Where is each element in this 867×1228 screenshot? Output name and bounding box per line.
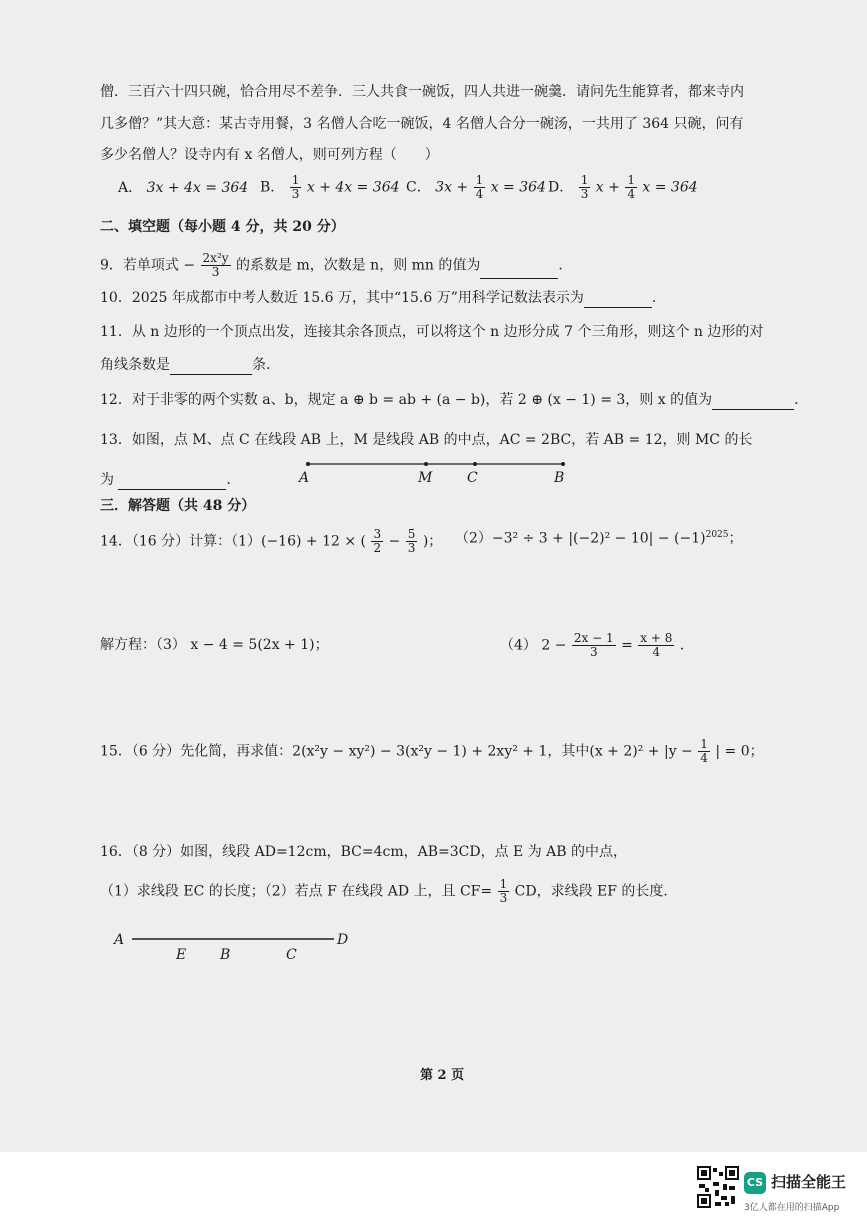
point-a-dot	[306, 462, 310, 466]
page-number: 第 2 页	[420, 1068, 465, 1083]
q14-part3: 解方程：（3） x − 4 = 5(2x + 1)；	[100, 637, 329, 653]
label-b: B	[554, 470, 565, 486]
q14-part2: $(2)-3^2 \div 3 + |(-2)^2 - 10| - (-1)^{2025}$；	[455, 530, 743, 547]
q10: 10．2025 年成都市中考人数近 15.6 万，其中“15.6 万”用科学记数法表示为 ．	[100, 290, 666, 306]
q8-option-a: A． 3x + 4x = 364	[118, 180, 249, 196]
point-m-dot	[424, 462, 428, 466]
q8-option-d: D． $\frac{1}{3}$ x + $\frac{1}{4}$ x = 364	[548, 173, 698, 201]
q8-option-c: C． 3x + $\frac{1}{4}$ x = 364	[406, 173, 546, 201]
q16-segment-figure	[110, 928, 355, 962]
q9: 9．若单项式 − $\frac{\text{2x²y}}{3}$ 的系数是 m，次数是 n，则 mn 的值为 ．	[100, 251, 573, 279]
q14-part4: （4） 2 − $\frac{2x - 1}{3}$ = $\frac{x + 8}{4}$ ．	[500, 631, 694, 659]
label-b: B	[220, 947, 231, 962]
point-c-dot	[473, 462, 477, 466]
scanner-app-name: 扫描全能王	[771, 1173, 847, 1191]
q14-part1: 14．（16 分）计算：（1）(−16) + 12 × ( $\frac{3}{2}$ − $\frac{5}{3}$ )；	[100, 527, 443, 555]
label-d: D	[337, 932, 349, 948]
label-m: M	[418, 470, 433, 486]
section3-title: 三．解答题（共 48 分）	[100, 498, 256, 514]
scanner-tagline: 3亿人都在用的扫描App	[744, 1203, 840, 1213]
q13-segment-figure	[295, 455, 575, 487]
q16-line2: （1）求线段 EC 的长度；（2）若点 F 在线段 AD 上，且 CF= $\frac{1}{3}$ CD，求线段 EF 的长度．	[100, 877, 678, 905]
label-e: E	[176, 947, 187, 962]
point-b-dot	[561, 462, 565, 466]
camscanner-logo-icon: CS	[744, 1172, 766, 1194]
q8-line1: 僧．三百六十四只碗，恰合用尽不差争．三人共食一碗饭，四人共进一碗羹．请问先生能算者，都来寺内	[100, 84, 744, 100]
q8-option-b: B． $\frac{1}{3}$ x + 4x = 364	[260, 173, 400, 201]
q12: 12．对于非零的两个实数 a、b，规定 a ⊕ b = ab + (a − b)，若 2 ⊕ (x − 1) = 3，则 x 的值为 ．	[100, 392, 809, 408]
q11-line2: 角线条数是 条．	[100, 357, 280, 373]
section2-title: 二、填空题（每小题 4 分，共 20 分）	[100, 219, 345, 235]
label-a: A	[114, 932, 125, 948]
q13-line1: 13．如图，点 M、点 C 在线段 AB 上，M 是线段 AB 的中点，AC = 2BC，若 AB = 12，则 MC 的长	[100, 432, 753, 448]
q15: 15．（6 分）先化简，再求值：2(x²y − xy²) − 3(x²y − 1) + 2xy² + 1，其中(x + 2)² + |y − $\frac{1}{4}$ | = 0；	[100, 737, 764, 765]
q8-line2: 几多僧？”其大意：某古寺用餐，3 名僧人合吃一碗饭，4 名僧人合分一碗汤，一共用了 364 只碗，问有	[100, 116, 744, 132]
label-a: A	[299, 470, 310, 486]
label-c: C	[467, 470, 478, 486]
label-c: C	[286, 947, 297, 962]
q16-line1: 16．（8 分）如图，线段 AD=12cm，BC=4cm，AB=3CD，点 E 为 AB 的中点，	[100, 844, 628, 860]
q11-line1: 11．从 n 边形的一个顶点出发，连接其余各顶点，可以将这个 n 边形分成 7 个三角形，则这个 n 边形的对	[100, 324, 764, 340]
q8-line3: 多少名僧人？设寺内有 x 名僧人，则可列方程（ ）	[100, 147, 439, 163]
q13-line2: 为 ．	[100, 472, 241, 488]
qr-code-icon	[697, 1166, 739, 1208]
